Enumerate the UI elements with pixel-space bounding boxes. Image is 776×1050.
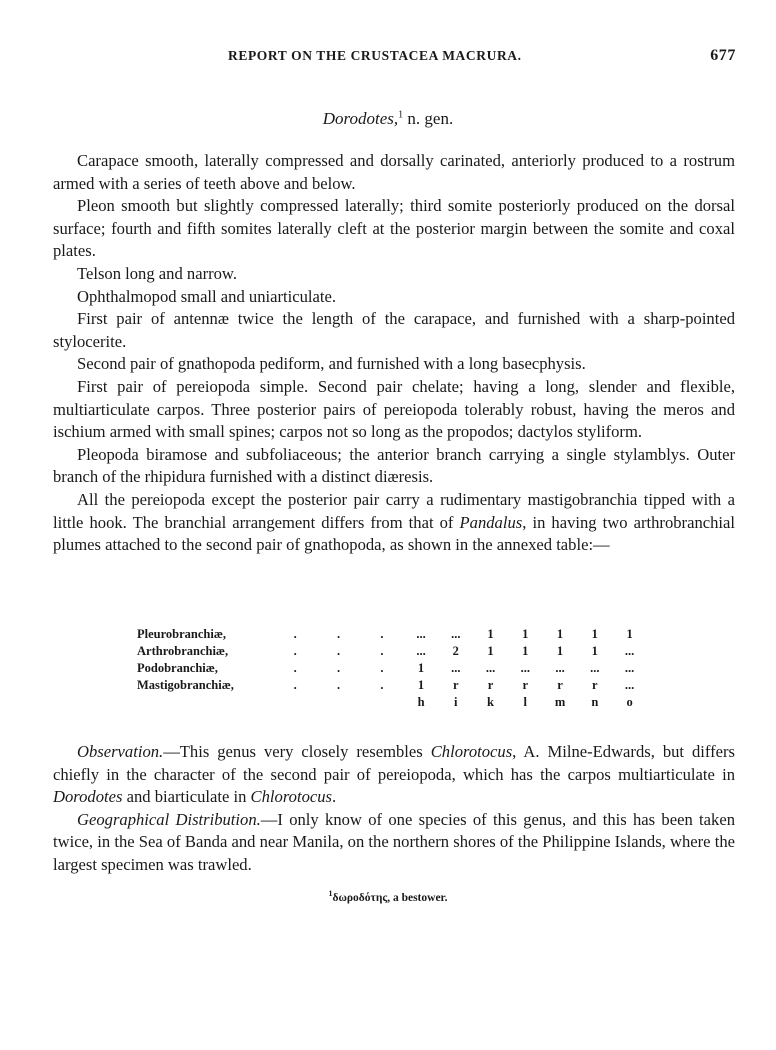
genus-chlorotocus: Chlorotocus	[250, 787, 332, 807]
table-cell: ...	[590, 661, 600, 675]
table-cell: ...	[416, 644, 426, 658]
paragraph-pleopoda: Pleopoda biramose and subfoliaceous; the anterior branch carrying a single stylamblys. Outer branch of the rhipidura furnished with a distinct diæresis.	[53, 444, 735, 487]
table-cell: 2	[452, 644, 459, 658]
table-cell: 1	[417, 678, 425, 692]
table-cell: 1	[556, 627, 564, 641]
paragraph-observation	[53, 741, 735, 809]
table-row	[137, 643, 647, 660]
paragraph-pleon: Pleon smooth but slightly compressed laterally; third somite posteriorly produced on the dorsal surface; fourth and fifth somites laterally cleft at the posterior margin between the somite and coxal plates.	[53, 196, 735, 261]
leader-dot: .	[380, 644, 384, 658]
table-cell: 1	[417, 661, 425, 675]
empty-cell	[317, 694, 360, 711]
paragraph-antennae: First pair of antennæ twice the length of the carapace, and furnished with a sharp-pointed stylocerite.	[53, 309, 735, 351]
genus-dorodotes: Dorodotes	[53, 787, 123, 807]
paragraph-gnathopoda: Second pair of gnathopoda pediform, and furnished with a long basecphysis.	[77, 354, 586, 374]
remarks-section	[53, 741, 735, 877]
column-letters-row	[137, 694, 647, 711]
leader-dot: .	[337, 661, 341, 675]
leader-dot: .	[293, 627, 297, 641]
leader-dot: .	[380, 627, 384, 641]
paragraph-pereiopoda: First pair of pereiopoda simple. Second pair chelate; having a long, slender and flexible, multiarticulate carpos. Three posterior pairs of pereiopoda tolerably robust, having the meros and ischium armed with small spines; carpos not so long as the propodos; dactylos styliform.	[53, 376, 735, 442]
table-cell: 1	[522, 627, 529, 641]
column-letter: h	[417, 695, 425, 709]
leader-dot: .	[380, 661, 384, 675]
genus-chlorotocus: Chlorotocus	[430, 742, 513, 761]
table-cell: 1	[487, 627, 494, 641]
table-cell: 1	[522, 644, 529, 658]
row-label: Mastigobranchiæ,	[137, 678, 234, 692]
table-cell: ...	[624, 678, 635, 692]
table-cell: r	[592, 678, 598, 692]
row-label: Pleurobranchiæ,	[137, 627, 227, 641]
paragraph-branchial	[53, 489, 735, 557]
paragraph-distribution	[53, 809, 735, 877]
description-body	[53, 150, 735, 557]
leader-dot: .	[337, 644, 341, 658]
observation-text: and biarticulate in	[122, 787, 251, 807]
paragraph-ophthalmopod: Ophthalmopod small and uniarticulate.	[77, 286, 336, 306]
table-cell: r	[453, 678, 459, 692]
leader-dot: .	[337, 678, 341, 692]
column-letter: l	[523, 695, 527, 709]
table-cell: ...	[416, 627, 426, 641]
table-cell: ...	[555, 661, 565, 675]
observation-text: —This genus very closely resembles	[163, 742, 431, 761]
row-label: Podobranchiæ,	[137, 661, 218, 675]
column-letter: o	[626, 695, 633, 709]
table-cell: ...	[624, 644, 635, 658]
footnote-text: , a bestower.	[387, 891, 448, 904]
branchial-text-2: , in having two arthrobranchial plumes attached to the second pair of gnathopoda, as shown in the annexed table:—	[53, 512, 735, 555]
observation-text: .	[331, 787, 337, 807]
leader-dot: .	[380, 678, 384, 692]
distribution-heading: Geographical Distribution.	[77, 809, 261, 829]
column-letter: n	[591, 695, 599, 709]
empty-cell	[360, 694, 403, 711]
genus-suffix: n. gen.	[403, 109, 454, 128]
footnote-reference: 1	[398, 109, 404, 121]
observation-heading: Observation.	[77, 742, 164, 761]
leader-dot: .	[337, 627, 341, 641]
empty-cell	[273, 694, 316, 711]
table-cell: 1	[626, 627, 633, 641]
column-letter: i	[454, 695, 458, 709]
empty-cell	[137, 694, 273, 711]
genus-pandalus: Pandalus	[459, 512, 523, 532]
branchial-text-1: All the pereiopoda except the posterior pair carry a rudimentary mastigobranchia tipped with a little hook. The branchial arrangement differs from that of	[53, 489, 735, 532]
table-cell: 1	[591, 644, 598, 658]
column-letter: m	[554, 695, 566, 709]
table-cell: ...	[624, 661, 635, 675]
footnote	[0, 889, 776, 904]
footnote-marker: 1	[328, 889, 333, 898]
table-row	[137, 677, 647, 694]
row-label: Arthrobranchiæ,	[137, 644, 229, 658]
leader-dot: .	[293, 661, 297, 675]
table-cell: 1	[556, 644, 564, 658]
section-title	[0, 109, 776, 129]
page-number: 677	[710, 47, 736, 64]
leader-dot: .	[293, 678, 297, 692]
branchial-table	[137, 626, 647, 711]
table-cell: r	[557, 678, 563, 692]
paragraph-telson: Telson long and narrow.	[77, 263, 237, 283]
distribution-text: —I only know of one species of this genus, and this has been taken twice, in the Sea of Banda and near Manila, on the northern shores of the Philippine Islands, where the largest specimen was trawled.	[53, 809, 735, 874]
table-cell: ...	[451, 661, 461, 675]
running-title: REPORT ON THE CRUSTACEA MACRURA.	[228, 48, 522, 63]
table-row	[137, 660, 647, 677]
paragraph-carapace: Carapace smooth, laterally compressed and dorsally carinated, anteriorly produced to a rostrum armed with a series of teeth above and below.	[53, 151, 735, 193]
table-cell: r	[487, 678, 494, 692]
table-cell: ...	[485, 661, 496, 675]
column-letter: k	[487, 695, 494, 709]
table-cell: r	[522, 678, 529, 692]
table-cell: 1	[591, 627, 598, 641]
table-cell: 1	[487, 644, 494, 658]
table-row	[137, 626, 647, 643]
table-cell: ...	[451, 627, 461, 641]
running-header	[228, 48, 736, 68]
genus-name: Dorodotes,	[322, 109, 399, 128]
footnote-greek: δωροδότης	[332, 891, 388, 904]
observation-text: , A. Milne-Edwards, but differs chiefly in the character of the second pair of pereiopoda, which has the carpos multiarticulate in	[53, 742, 736, 784]
table-cell: ...	[520, 661, 530, 675]
leader-dot: .	[293, 644, 297, 658]
